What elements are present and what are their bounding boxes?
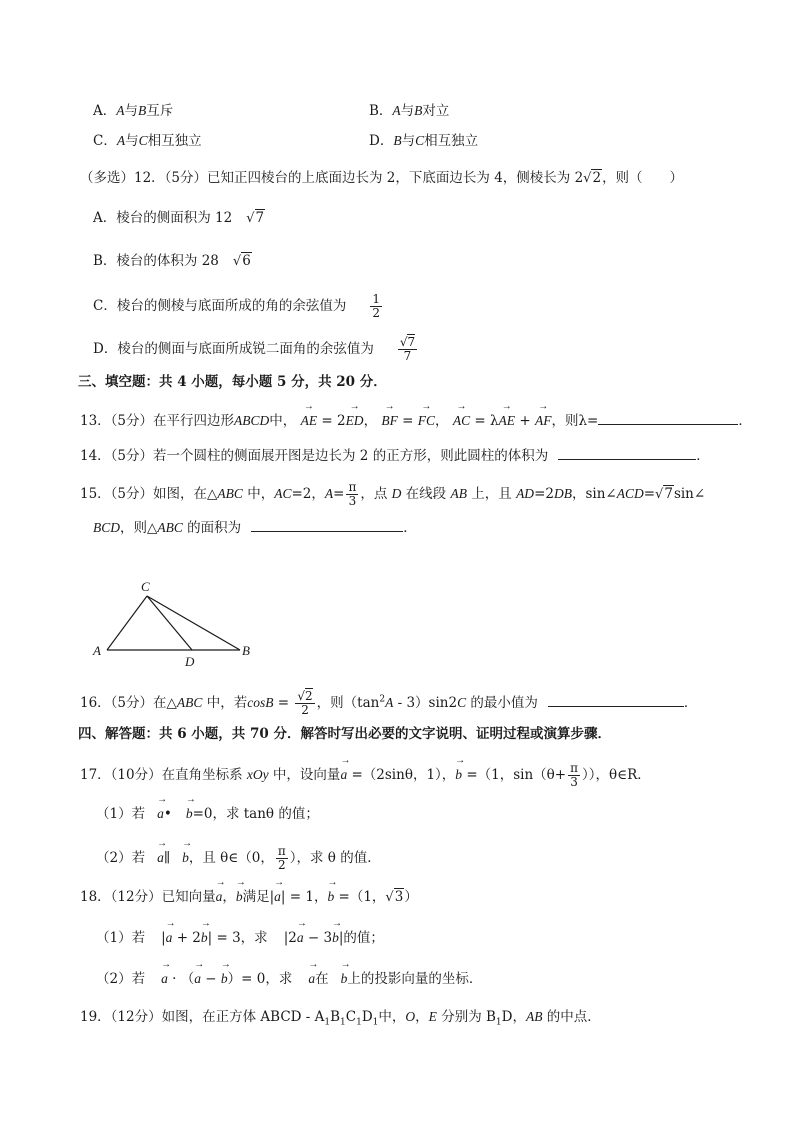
label-d: D bbox=[185, 654, 195, 669]
question-text: （1）若 bbox=[96, 930, 146, 946]
math-expression: cosB bbox=[247, 695, 274, 710]
segment-name: DB bbox=[553, 486, 572, 501]
answer-blank bbox=[598, 410, 738, 425]
question-text: 的最小值为 bbox=[466, 695, 538, 711]
answer-blank bbox=[548, 692, 684, 707]
vector: → a bbox=[161, 970, 168, 988]
option-text: 与 bbox=[124, 103, 138, 119]
sqrt-expression: √7 bbox=[655, 486, 673, 502]
fraction bbox=[346, 481, 358, 508]
question-text: 满足| bbox=[242, 889, 275, 905]
question-text: 中， bbox=[269, 413, 297, 429]
question-text: 分别为 B bbox=[436, 1009, 496, 1025]
q11-option-a bbox=[93, 102, 173, 120]
question-text: 上的投影向量的坐标． bbox=[347, 971, 483, 987]
question-text: ，则（ ） bbox=[602, 170, 684, 186]
math-op: =（2sinθ，1）， bbox=[347, 767, 456, 783]
math-op: =2， bbox=[291, 486, 325, 502]
math-op: = bbox=[397, 413, 418, 429]
question-text: ，则λ= bbox=[551, 413, 599, 429]
vector: → a bbox=[340, 766, 347, 784]
question-text: ，则（tan bbox=[316, 695, 380, 711]
sqrt-expression: √6 bbox=[232, 253, 251, 269]
fraction bbox=[568, 762, 580, 789]
question-text: 14．（5分）若一个圆柱的侧面展开图是边长为 2 的正方形，则此圆柱的体积为 bbox=[80, 448, 549, 464]
radicand: 2 bbox=[305, 689, 313, 703]
exponent: 2 bbox=[379, 694, 386, 705]
question-text: 在 bbox=[315, 971, 329, 987]
segment-name: AB bbox=[450, 486, 467, 501]
option-label: B． bbox=[369, 103, 393, 119]
math-op: ， bbox=[363, 413, 378, 429]
segment-ac bbox=[107, 596, 147, 650]
event-symbol: B bbox=[138, 103, 147, 118]
section-title-answer: 四、解答题：共 6 小题，共 70 分．解答时写出必要的文字说明、证明过程或演算步骤． bbox=[78, 726, 611, 742]
math-op: sin∠ bbox=[673, 486, 706, 502]
vector: → b bbox=[327, 888, 334, 906]
sqrt-expression: √2 bbox=[583, 170, 602, 186]
point-name: C bbox=[345, 1009, 357, 1025]
q11-option-c bbox=[93, 132, 202, 150]
question-text: ，则△ bbox=[120, 520, 158, 536]
numerator: π bbox=[277, 844, 286, 858]
option-text: D．棱台的侧面与底面所成锐二面角的余弦值为 bbox=[93, 341, 374, 357]
question-text: ，点 bbox=[360, 486, 392, 502]
vector: → a bbox=[157, 805, 164, 823]
question-text: ，且 θ∈（0， bbox=[188, 850, 274, 866]
angle-name: A bbox=[385, 695, 394, 710]
question-text: - 3）sin2 bbox=[393, 695, 458, 711]
fraction bbox=[276, 845, 288, 872]
radicand: 6 bbox=[242, 253, 251, 269]
math-op: ， bbox=[435, 413, 449, 429]
math-op: ， bbox=[512, 1009, 526, 1025]
question-text: （2）若 bbox=[96, 971, 146, 987]
radicand: 7 bbox=[407, 335, 416, 349]
option-label: D． bbox=[369, 133, 394, 149]
question-text: 上，且 bbox=[466, 486, 517, 502]
radicand: 2 bbox=[592, 170, 602, 186]
option-label: A． bbox=[93, 103, 117, 119]
math-op: + 2 bbox=[172, 930, 201, 946]
question-text: 的中点． bbox=[542, 1009, 601, 1025]
subscript: 1 bbox=[324, 1017, 331, 1028]
radicand: 7 bbox=[664, 486, 673, 502]
question-text: 19．（12分）如图，在正方体 ABCD - A bbox=[80, 1009, 325, 1025]
subscript: 1 bbox=[356, 1017, 362, 1028]
denominator: 3 bbox=[570, 775, 578, 789]
shape-name: ABC bbox=[176, 695, 203, 710]
q15-line2: BCD，则△ABC 的面积为 ． bbox=[93, 517, 417, 537]
q15-line1 bbox=[80, 481, 705, 508]
question-text: ）= 0，求 bbox=[227, 971, 293, 987]
q17-part1 bbox=[96, 805, 319, 823]
segment-cb bbox=[147, 596, 240, 650]
question-text: 17．（10分）在直角坐标系 bbox=[80, 767, 247, 783]
option-text: 与 bbox=[401, 133, 416, 149]
denominator: 7 bbox=[403, 349, 412, 363]
vector: → FC bbox=[418, 412, 435, 430]
event-symbol: C bbox=[415, 133, 425, 148]
vector: → a bbox=[297, 929, 304, 947]
math-op: = bbox=[273, 695, 294, 711]
math-op: =（1， bbox=[334, 889, 386, 905]
fraction bbox=[370, 293, 382, 320]
shape-name: ABC bbox=[217, 486, 243, 501]
question-text: 中， bbox=[242, 486, 275, 502]
fraction: $\frac{√2}{2}$ bbox=[297, 689, 313, 717]
q17-part2 bbox=[96, 845, 381, 872]
question-text: 15．（5分）如图，在△ bbox=[80, 486, 218, 502]
q18-part1 bbox=[96, 929, 384, 947]
shape-name: ABCD bbox=[234, 413, 270, 428]
question-text: | = 3，求 bbox=[207, 930, 268, 946]
math-op: =2 bbox=[534, 486, 554, 502]
sqrt-expression: √7 bbox=[246, 210, 265, 226]
event-symbol: A bbox=[116, 103, 125, 118]
vector: → BF bbox=[381, 412, 398, 430]
math-op: ， bbox=[415, 1009, 429, 1025]
option-text: 与 bbox=[125, 133, 139, 149]
vector: → a bbox=[308, 970, 315, 988]
math-op: |2 bbox=[283, 930, 297, 946]
question-text: 的面积为 bbox=[182, 520, 242, 536]
vector: → AE bbox=[301, 412, 318, 430]
math-op: · （ bbox=[167, 971, 195, 987]
question-text: 在线段 bbox=[401, 486, 451, 502]
label-b: B bbox=[242, 643, 250, 658]
math-op: = bbox=[643, 486, 656, 502]
section-title-fill-in: 三、填空题：共 4 小题，每小题 5 分，共 20 分． bbox=[78, 374, 387, 390]
numerator: 1 bbox=[372, 292, 380, 306]
denominator: 2 bbox=[301, 703, 309, 717]
question-text: 18．（12分）已知向量 bbox=[80, 889, 216, 905]
answer-blank bbox=[558, 445, 696, 460]
question-text: 13．（5分）在平行四边形 bbox=[80, 413, 235, 429]
q18-stem bbox=[80, 888, 418, 907]
numerator: π bbox=[348, 480, 357, 494]
q11-option-d bbox=[369, 132, 478, 150]
angle-name: BCD bbox=[93, 520, 120, 535]
point-name: D bbox=[391, 486, 402, 501]
option-text: 相互独立 bbox=[424, 133, 479, 149]
question-text: 16．（5分）在△ bbox=[80, 695, 177, 711]
vector: → a bbox=[194, 970, 201, 988]
question-text: （1）若 bbox=[96, 806, 146, 822]
vector: → a bbox=[274, 888, 281, 906]
question-text: ），求 θ 的值． bbox=[289, 850, 381, 866]
math-op: =（1，sin（θ+ bbox=[462, 767, 567, 783]
shape-name: ABC bbox=[157, 520, 183, 535]
denominator: 2 bbox=[372, 306, 380, 320]
numerator: π bbox=[570, 761, 579, 775]
angle-name: ACD bbox=[616, 486, 644, 501]
math-op: − 3 bbox=[303, 930, 333, 946]
denominator: 2 bbox=[277, 858, 286, 872]
label-c: C bbox=[141, 579, 150, 594]
vector: → b bbox=[186, 805, 193, 823]
fraction: $\frac{√7}{7}$ bbox=[399, 335, 416, 363]
vector: → AE bbox=[499, 412, 516, 430]
math-op: − bbox=[200, 971, 221, 987]
vector: → a bbox=[216, 888, 223, 906]
question-text: （多选）12．（5分）已知正四棱台的上底面边长为 2，下底面边长为 4，侧棱长为 2 bbox=[80, 170, 584, 186]
option-text: 与 bbox=[400, 103, 415, 119]
point-name: B bbox=[330, 1009, 341, 1025]
segment-cd bbox=[147, 596, 192, 650]
vector: → b bbox=[455, 766, 462, 784]
q12-option-c bbox=[93, 293, 384, 320]
math-op: = bbox=[333, 486, 345, 502]
vector: → a bbox=[166, 929, 173, 947]
question-text: ）），θ∈R． bbox=[582, 767, 651, 783]
radicand: 7 bbox=[255, 210, 265, 226]
option-text: 对立 bbox=[422, 103, 450, 119]
vector: → b bbox=[182, 849, 189, 867]
vector: → AC bbox=[453, 412, 470, 430]
q18-part2 bbox=[96, 970, 482, 988]
segment-name: AD bbox=[516, 486, 535, 501]
vector: → AF bbox=[535, 412, 552, 430]
option-text: A．棱台的侧面积为 12 bbox=[93, 210, 233, 226]
option-text: C．棱台的侧棱与底面所成的角的余弦值为 bbox=[93, 298, 347, 314]
math-op: ∥ bbox=[163, 850, 171, 866]
subscript: 1 bbox=[372, 1017, 379, 1028]
event-symbol: A bbox=[116, 133, 126, 148]
segment-name: AB bbox=[525, 1009, 543, 1024]
answer-blank bbox=[251, 517, 403, 532]
math-op: = λ bbox=[470, 413, 499, 429]
math-op: • bbox=[163, 806, 172, 822]
vector: → a bbox=[157, 849, 164, 867]
point-name: E bbox=[428, 1009, 437, 1024]
vector: → b bbox=[341, 970, 348, 988]
q19 bbox=[80, 1008, 601, 1032]
q16: 16．（5分）在△ABC 中，若cosB = $\frac{√2}{2}$ ，则$(\tan^2A - 3)\sin 2C$ 的最小值为 ． bbox=[80, 689, 698, 717]
sqrt-expression: √3 bbox=[385, 889, 404, 905]
vector: → b bbox=[221, 970, 228, 988]
subscript: 1 bbox=[495, 1017, 502, 1028]
event-symbol: B bbox=[414, 103, 423, 118]
math-op: = 2 bbox=[317, 413, 346, 429]
q12-option-a bbox=[93, 209, 265, 228]
angle-name: C bbox=[457, 695, 467, 710]
vector: → b bbox=[332, 929, 339, 947]
question-text: （2）若 bbox=[96, 850, 146, 866]
option-text: 相互独立 bbox=[147, 133, 202, 149]
q12-option-b bbox=[93, 252, 252, 271]
question-text: 中， bbox=[378, 1009, 406, 1025]
option-text: 互斥 bbox=[146, 103, 174, 119]
question-text: =0，求 tanθ 的值； bbox=[192, 806, 319, 822]
question-text: 中，若 bbox=[202, 695, 248, 711]
option-label: C． bbox=[93, 133, 117, 149]
segment-name: AC bbox=[274, 486, 292, 501]
question-text: |的值； bbox=[338, 930, 384, 946]
option-text: B．棱台的体积为 28 bbox=[93, 253, 219, 269]
denominator: 3 bbox=[348, 494, 357, 508]
q13: 13．（5分）在平行四边形ABCD中， → AE = 2→ ED， → BF = → FC， → AC = λ→ AE + → AF，则λ= ． bbox=[80, 410, 752, 430]
q17-stem bbox=[80, 762, 651, 789]
question-text: ） bbox=[404, 889, 418, 905]
math-op: | bbox=[161, 930, 166, 946]
coordinate-system: xOy bbox=[246, 767, 269, 782]
vector: → ED bbox=[346, 412, 364, 430]
event-symbol: C bbox=[138, 133, 148, 148]
radicand: 3 bbox=[394, 889, 404, 905]
point-name: O bbox=[405, 1009, 416, 1024]
q11-option-b bbox=[369, 102, 449, 120]
angle-name: A bbox=[324, 486, 334, 501]
event-symbol: A bbox=[392, 103, 401, 118]
math-op: ， bbox=[222, 889, 236, 905]
triangle-figure bbox=[85, 573, 265, 673]
label-a: A bbox=[93, 643, 101, 658]
math-op: + bbox=[515, 413, 535, 429]
q12-stem bbox=[80, 169, 683, 188]
math-op: ，sin∠ bbox=[571, 486, 617, 502]
math-op: | = 1， bbox=[280, 889, 328, 905]
subscript: 1 bbox=[340, 1017, 346, 1028]
vector: → b bbox=[236, 888, 243, 906]
vector: → b bbox=[201, 929, 208, 947]
q14: 14．（5分）若一个圆柱的侧面展开图是边长为 2 的正方形，则此圆柱的体积为 ． bbox=[80, 445, 710, 465]
event-symbol: B bbox=[393, 133, 402, 148]
point-name: D bbox=[361, 1009, 373, 1025]
q12-option-d bbox=[93, 336, 419, 363]
question-text: 中，设向量 bbox=[268, 767, 341, 783]
point-name: D bbox=[501, 1009, 513, 1025]
